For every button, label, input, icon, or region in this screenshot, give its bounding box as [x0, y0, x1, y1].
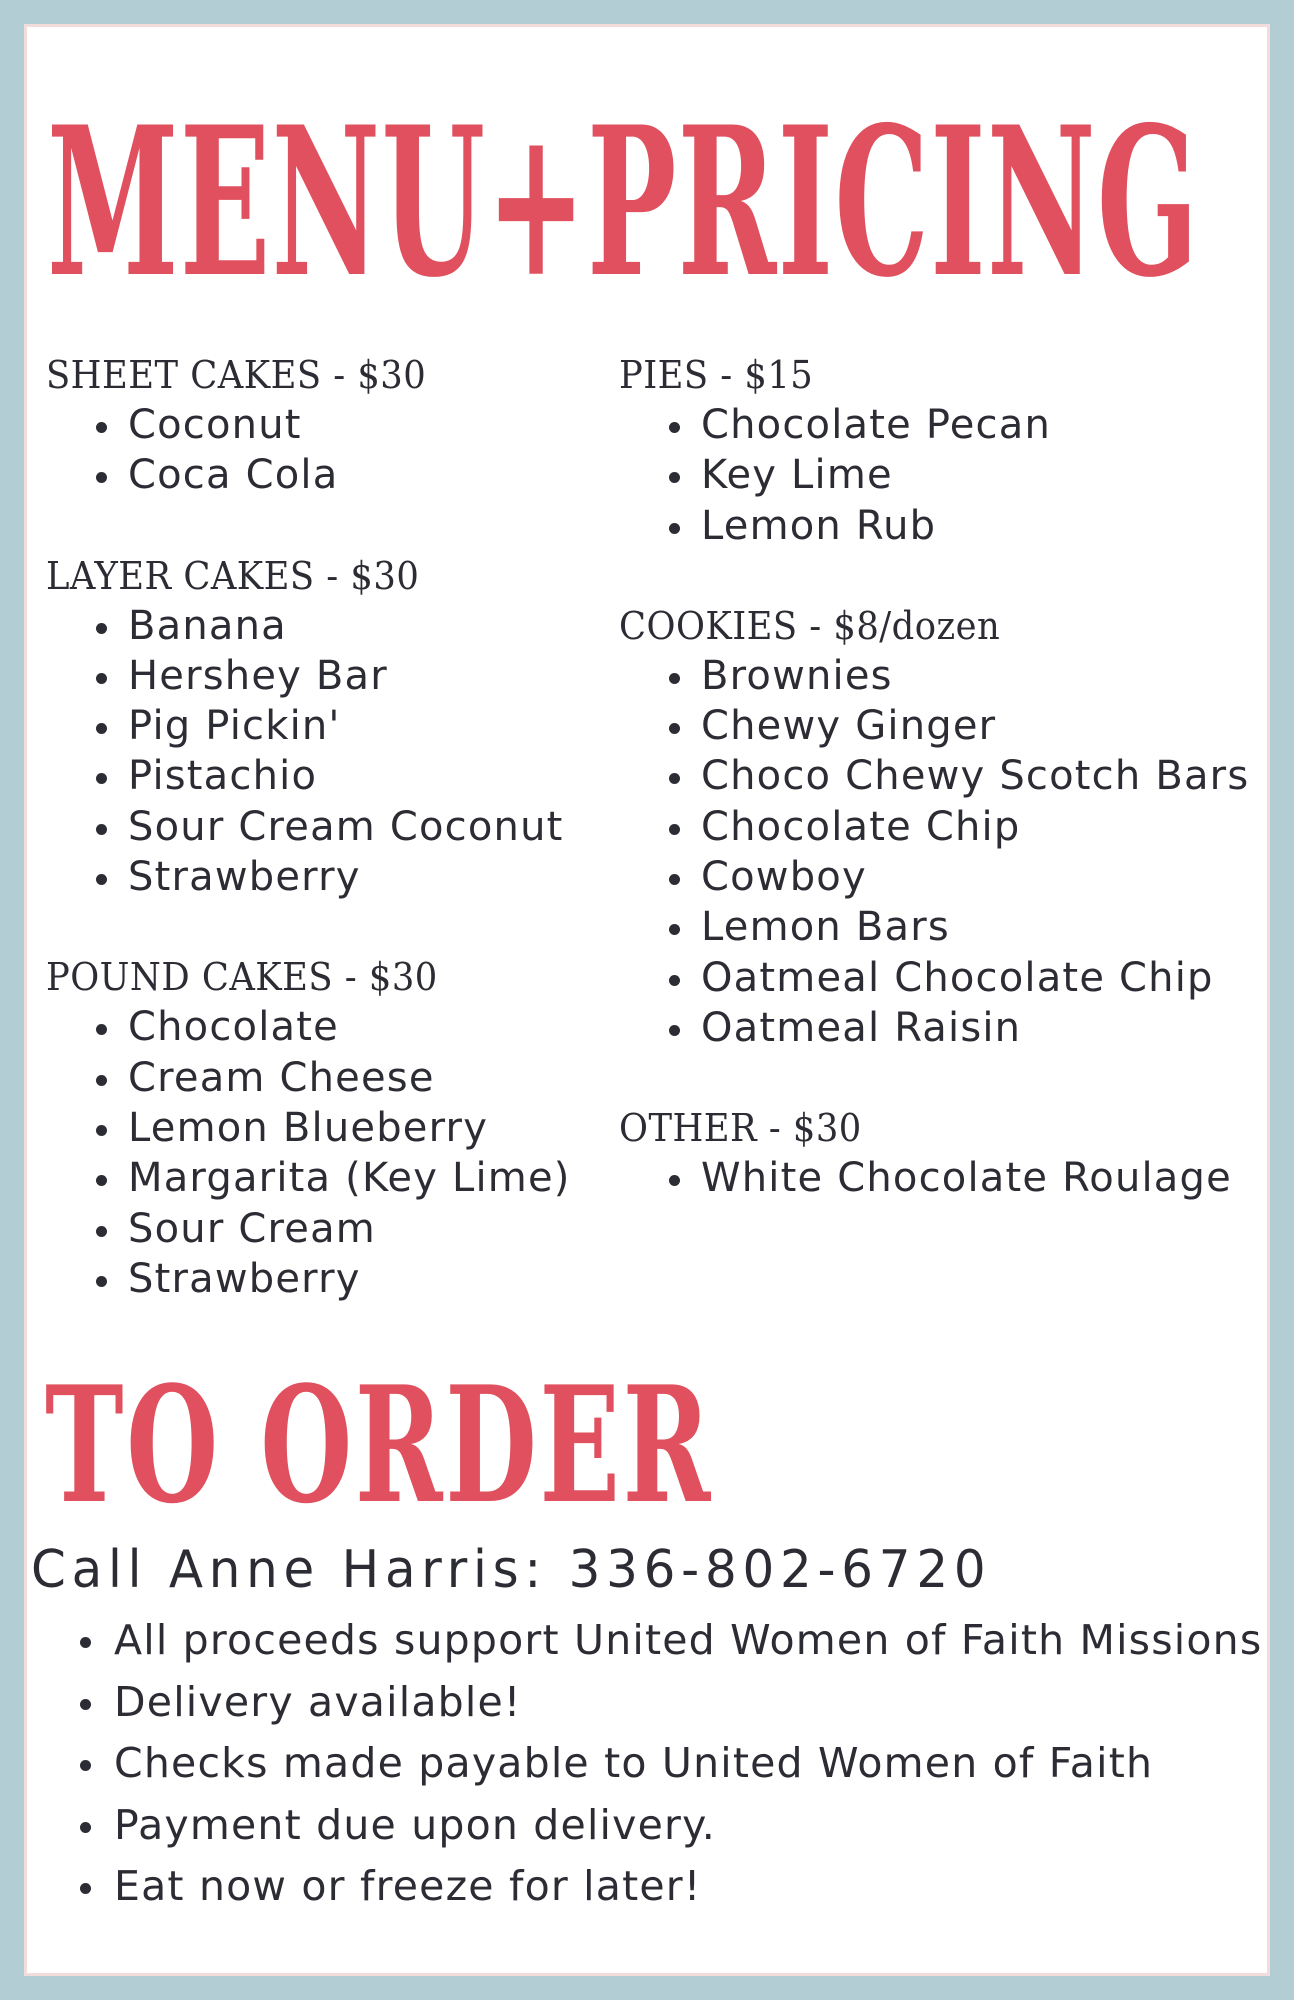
- list-item: Brownies: [619, 651, 1269, 701]
- list-item: Sour Cream: [46, 1204, 606, 1254]
- list-item: Pig Pickin': [46, 701, 606, 751]
- menu-section-cookies: [619, 601, 1269, 1053]
- section-heading: COOKIES - $8/dozen: [619, 603, 1001, 648]
- list-item: Chocolate Chip: [619, 802, 1269, 852]
- section-heading: PIES - $15: [619, 353, 814, 397]
- order-note: All proceeds support United Women of Faith Missions: [30, 1610, 1270, 1672]
- section-heading: LAYER CAKES - $30: [46, 553, 420, 598]
- menu-column-left: [46, 350, 606, 1354]
- list-item: Strawberry: [46, 1254, 606, 1304]
- section-heading: POUND CAKES - $30: [46, 955, 438, 1000]
- order-note: Payment due upon delivery.: [30, 1795, 1270, 1857]
- menu-column-right: [619, 350, 1269, 1254]
- item-list: [46, 601, 606, 903]
- menu-section-sheet-cakes: [46, 350, 606, 501]
- menu-section-pies: [619, 350, 1269, 551]
- item-list: [46, 400, 606, 501]
- order-contact: Call Anne Harris: 336-802-6720: [31, 1540, 992, 1600]
- list-item: Lemon Rub: [619, 501, 1269, 551]
- section-heading: OTHER - $30: [619, 1106, 862, 1151]
- order-note: Eat now or freeze for later!: [30, 1856, 1270, 1918]
- menu-section-layer-cakes: [46, 551, 606, 903]
- list-item: Key Lime: [619, 450, 1269, 500]
- order-heading: TO ORDER: [45, 1351, 714, 1539]
- list-item: Oatmeal Raisin: [619, 1003, 1269, 1053]
- list-item: Sour Cream Coconut: [46, 802, 606, 852]
- list-item: Hershey Bar: [46, 651, 606, 701]
- list-item: Pistachio: [46, 751, 606, 801]
- list-item: Lemon Bars: [619, 902, 1269, 952]
- order-notes-list: [30, 1610, 1270, 1918]
- order-note: Checks made payable to United Women of Faith: [30, 1733, 1270, 1795]
- list-item: Lemon Blueberry: [46, 1103, 606, 1153]
- item-list: [619, 1153, 1269, 1203]
- list-item: Chocolate: [46, 1002, 606, 1052]
- menu-section-pound-cakes: [46, 952, 606, 1304]
- menu-section-other: [619, 1103, 1269, 1203]
- section-heading: SHEET CAKES - $30: [46, 353, 427, 397]
- list-item: Margarita (Key Lime): [46, 1153, 606, 1203]
- list-item: Chocolate Pecan: [619, 400, 1269, 450]
- page-title: MENU+PRICING: [47, 83, 1200, 323]
- item-list: [619, 651, 1269, 1053]
- list-item: Strawberry: [46, 852, 606, 902]
- list-item: Chewy Ginger: [619, 701, 1269, 751]
- list-item: Cream Cheese: [46, 1053, 606, 1103]
- item-list: [619, 400, 1269, 551]
- list-item: Oatmeal Chocolate Chip: [619, 953, 1269, 1003]
- list-item: Choco Chewy Scotch Bars: [619, 751, 1269, 801]
- order-note: Delivery available!: [30, 1672, 1270, 1734]
- list-item: Coca Cola: [46, 450, 606, 500]
- list-item: Cowboy: [619, 852, 1269, 902]
- list-item: Coconut: [46, 400, 606, 450]
- list-item: Banana: [46, 601, 606, 651]
- list-item: White Chocolate Roulage: [619, 1153, 1269, 1203]
- item-list: [46, 1002, 606, 1304]
